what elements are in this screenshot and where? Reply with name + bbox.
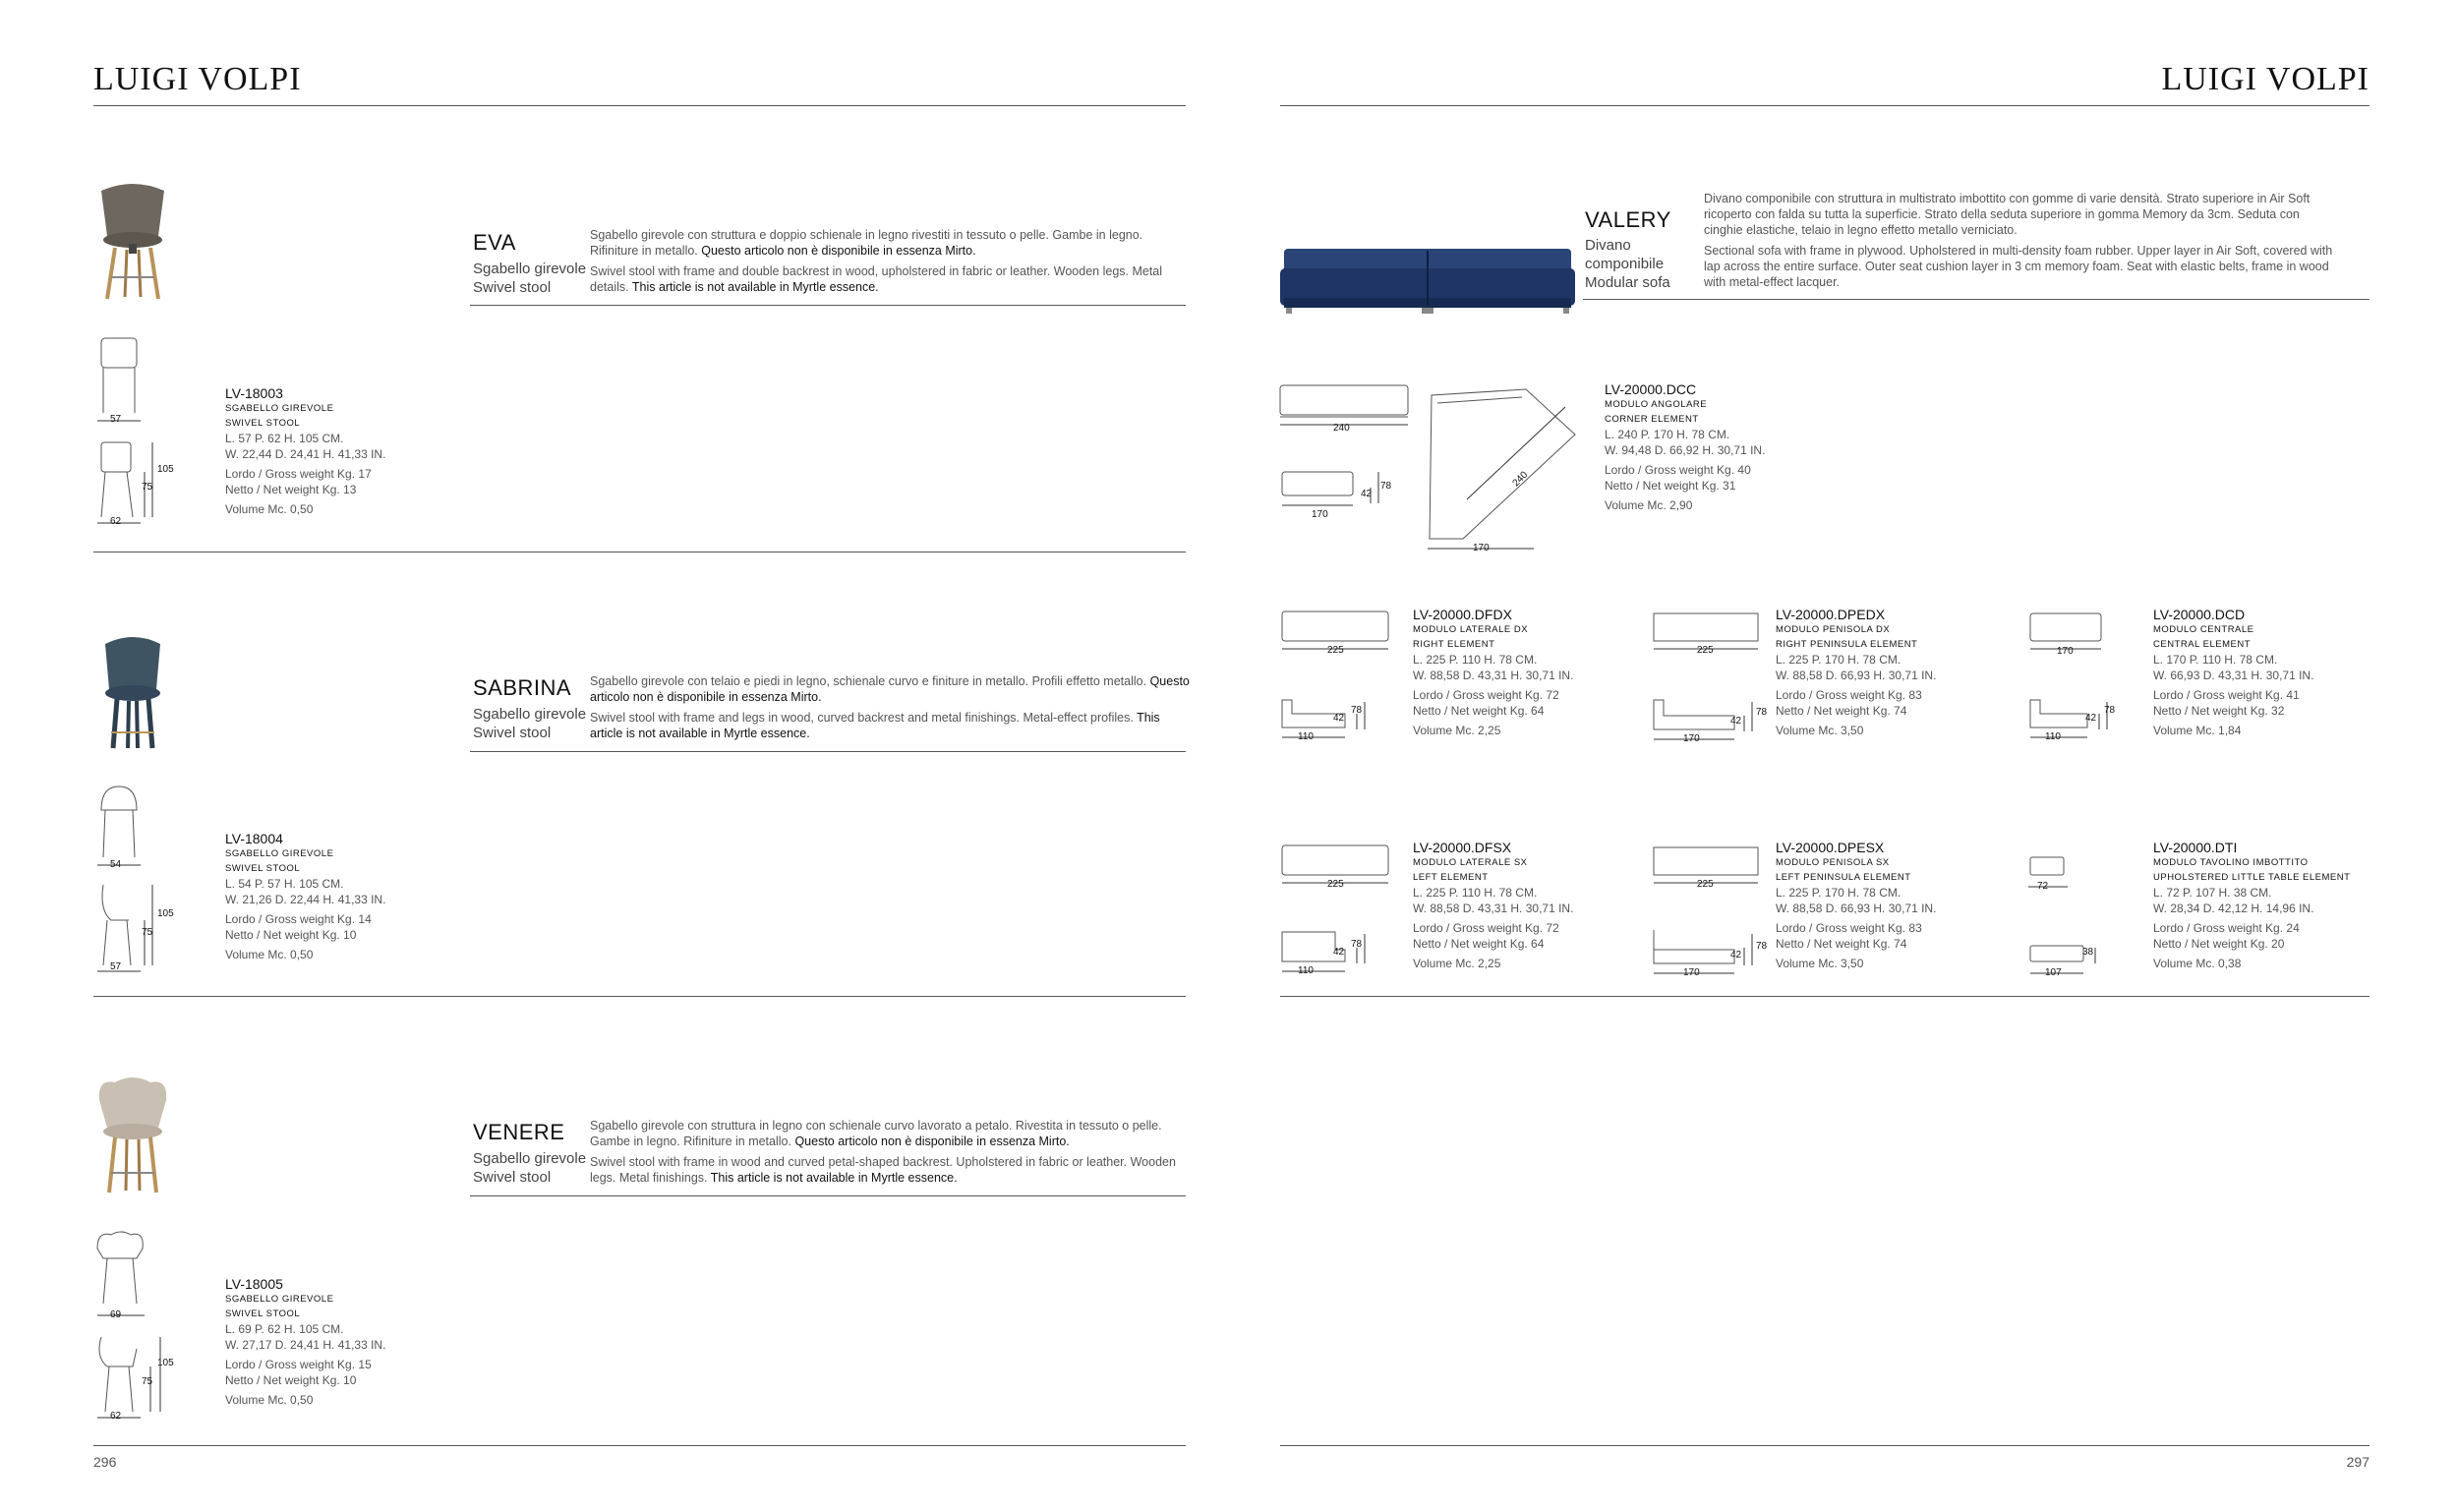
dfdx-volume: Volume Mc. 2,25 bbox=[1413, 724, 1501, 737]
valery-sofa-photo bbox=[1280, 241, 1575, 320]
dcc-dimension-drawing bbox=[1280, 381, 1595, 558]
dfsx-net-weight: Netto / Net weight Kg. 64 bbox=[1413, 937, 1545, 951]
venere-dims-cm: L. 69 P. 62 H. 105 CM. bbox=[225, 1322, 344, 1336]
dti-type-it: MODULO TAVOLINO IMBOTTITO bbox=[2153, 857, 2309, 868]
dpedx-dim-seat: 42 bbox=[1730, 716, 1742, 727]
venere-desc-it: Sgabello girevole con struttura in legno con schienale curvo lavorato a petalo. Rivestita in tessuto o pelle. Gambe in legno. Rifiniture in metallo. bbox=[590, 1119, 1162, 1148]
dfsx-code: LV-20000.DFSX bbox=[1413, 840, 1512, 855]
dcd-dims-in: W. 66,93 D. 43,31 H. 30,71 IN. bbox=[2153, 669, 2314, 682]
eva-net-weight: Netto / Net weight Kg. 13 bbox=[225, 483, 357, 496]
dfsx-dim-seat: 42 bbox=[1333, 947, 1345, 958]
dfsx-spec-block bbox=[1413, 840, 1573, 971]
eva-dim-seat: 75 bbox=[142, 482, 153, 493]
sabrina-dimension-drawing bbox=[93, 783, 182, 979]
dpedx-dim-depth: 170 bbox=[1683, 733, 1700, 744]
venere-desc-it-bold: Questo articolo non è disponibile in essenza Mirto. bbox=[794, 1134, 1070, 1148]
dfsx-type-en: LEFT ELEMENT bbox=[1413, 872, 1489, 883]
dpedx-net-weight: Netto / Net weight Kg. 74 bbox=[1776, 704, 1907, 718]
valery-subtitle-2: componibile bbox=[1585, 256, 1665, 272]
dfsx-dims-in: W. 88,58 D. 43,31 H. 30,71 IN. bbox=[1413, 901, 1574, 915]
dcc-net-weight: Netto / Net weight Kg. 31 bbox=[1605, 479, 1736, 493]
right-brand-logo: LUIGI VOLPI bbox=[2161, 61, 2369, 97]
dcd-dim-height: 78 bbox=[2104, 705, 2116, 716]
dpesx-gross-weight: Lordo / Gross weight Kg. 83 bbox=[1776, 921, 1922, 935]
venere-net-weight: Netto / Net weight Kg. 10 bbox=[225, 1373, 357, 1387]
dcd-spec-block bbox=[2153, 607, 2313, 738]
venere-spec-block bbox=[225, 1276, 385, 1408]
dpedx-type-en: RIGHT PENINSULA ELEMENT bbox=[1776, 639, 1918, 650]
dfsx-dim-depth: 110 bbox=[1298, 965, 1314, 976]
eva-gross-weight: Lordo / Gross weight Kg. 17 bbox=[225, 467, 372, 481]
dfdx-dim-depth: 110 bbox=[1298, 731, 1314, 742]
dpesx-dims-in: W. 88,58 D. 66,93 H. 30,71 IN. bbox=[1776, 901, 1937, 915]
dpesx-net-weight: Netto / Net weight Kg. 74 bbox=[1776, 937, 1907, 951]
left-page-number: 296 bbox=[93, 1454, 117, 1470]
dpesx-type-it: MODULO PENISOLA SX bbox=[1776, 857, 1890, 868]
dpesx-dimension-drawing bbox=[1652, 843, 1770, 981]
dpesx-dim-seat: 42 bbox=[1730, 950, 1742, 960]
venere-dim-seat: 75 bbox=[142, 1376, 153, 1387]
dpesx-dim-width: 225 bbox=[1697, 879, 1714, 890]
venere-dim-height: 105 bbox=[157, 1358, 174, 1368]
dfdx-net-weight: Netto / Net weight Kg. 64 bbox=[1413, 704, 1545, 718]
dcc-dims-cm: L. 240 P. 170 H. 78 CM. bbox=[1605, 428, 1730, 441]
dfsx-type-it: MODULO LATERALE SX bbox=[1413, 857, 1528, 868]
eva-title: EVA bbox=[473, 230, 516, 255]
sabrina-title: SABRINA bbox=[473, 675, 572, 700]
dcc-spec-block bbox=[1605, 381, 1765, 513]
dfsx-dimension-drawing bbox=[1280, 843, 1398, 981]
eva-type-en: SWIVEL STOOL bbox=[225, 418, 301, 429]
eva-desc-en-bold: This article is not available in Myrtle essence. bbox=[631, 280, 879, 294]
dcd-dim-width: 170 bbox=[2057, 646, 2074, 657]
dpesx-type-en: LEFT PENINSULA ELEMENT bbox=[1776, 872, 1911, 883]
dcc-volume: Volume Mc. 2,90 bbox=[1605, 498, 1693, 512]
valery-description bbox=[1704, 191, 2333, 290]
sabrina-bottom-rule bbox=[93, 996, 1186, 997]
dpedx-volume: Volume Mc. 3,50 bbox=[1776, 724, 1864, 737]
left-footer-rule bbox=[93, 1445, 1186, 1446]
dti-code: LV-20000.DTI bbox=[2153, 840, 2238, 855]
venere-dim-depth: 62 bbox=[110, 1411, 122, 1422]
sabrina-subtitle-it: Sgabello girevole bbox=[473, 706, 587, 723]
dfdx-gross-weight: Lordo / Gross weight Kg. 72 bbox=[1413, 688, 1559, 702]
dfdx-dim-seat: 42 bbox=[1333, 713, 1345, 724]
venere-type-it: SGABELLO GIREVOLE bbox=[225, 1294, 334, 1305]
valery-modules-bottom-rule bbox=[1280, 996, 2369, 997]
dcc-dim-height: 78 bbox=[1380, 481, 1392, 492]
eva-type-it: SGABELLO GIREVOLE bbox=[225, 403, 334, 414]
sabrina-subtitle-en: Swivel stool bbox=[473, 725, 552, 741]
valery-desc-it: Divano componibile con struttura in multistrato imbottito con gomme di varie densità. Strato superiore in Air Soft ricoperto con falda su tutta la superficie. Strato della seduta superiore in gomma Memory da 3cm. Seduta con cinghie elastiche, telaio in legno effetto metallo verniciato. bbox=[1704, 192, 2311, 237]
sabrina-volume: Volume Mc. 0,50 bbox=[225, 948, 314, 961]
dti-dimension-drawing bbox=[2028, 855, 2127, 983]
dpesx-volume: Volume Mc. 3,50 bbox=[1776, 957, 1864, 970]
dcd-volume: Volume Mc. 1,84 bbox=[2153, 724, 2242, 737]
dcd-dim-seat: 42 bbox=[2085, 713, 2097, 724]
eva-dim-height: 105 bbox=[157, 464, 174, 475]
venere-code: LV-18005 bbox=[225, 1276, 283, 1292]
venere-title: VENERE bbox=[473, 1120, 565, 1144]
eva-subtitle-en: Swivel stool bbox=[473, 279, 552, 296]
dti-net-weight: Netto / Net weight Kg. 20 bbox=[2153, 937, 2285, 951]
dpedx-dims-in: W. 88,58 D. 66,93 H. 30,71 IN. bbox=[1776, 669, 1937, 682]
dpesx-dims-cm: L. 225 P. 170 H. 78 CM. bbox=[1776, 886, 1901, 900]
eva-dim-width: 57 bbox=[110, 414, 122, 425]
eva-dims-in: W. 22,44 D. 24,41 H. 41,33 IN. bbox=[225, 447, 386, 461]
valery-subtitle-3: Modular sofa bbox=[1585, 274, 1670, 291]
dpesx-dim-depth: 170 bbox=[1683, 967, 1700, 978]
dti-dims-cm: L. 72 P. 107 H. 38 CM. bbox=[2153, 886, 2272, 900]
eva-dims-cm: L. 57 P. 62 H. 105 CM. bbox=[225, 432, 344, 445]
eva-code: LV-18003 bbox=[225, 385, 283, 401]
sabrina-desc-en: Swivel stool with frame and legs in wood, curved backrest and metal finishings. Metal-effect profiles. bbox=[590, 711, 1134, 725]
dcd-dim-depth: 110 bbox=[2045, 731, 2061, 742]
dcd-net-weight: Netto / Net weight Kg. 32 bbox=[2153, 704, 2285, 718]
dti-dim-width: 72 bbox=[2037, 881, 2049, 892]
venere-dim-width: 69 bbox=[110, 1309, 122, 1320]
dpedx-dim-width: 225 bbox=[1697, 645, 1714, 656]
dfdx-spec-block bbox=[1413, 607, 1573, 738]
dcc-code: LV-20000.DCC bbox=[1605, 381, 1697, 397]
dfsx-dim-height: 78 bbox=[1351, 939, 1363, 950]
dpesx-dim-height: 78 bbox=[1756, 941, 1768, 952]
eva-stool-photo bbox=[93, 183, 172, 301]
eva-spec-block bbox=[225, 385, 385, 517]
right-footer-rule bbox=[1280, 1445, 2369, 1446]
venere-subtitle-en: Swivel stool bbox=[473, 1169, 552, 1186]
dpedx-dim-height: 78 bbox=[1756, 707, 1768, 718]
venere-dims-in: W. 27,17 D. 24,41 H. 41,33 IN. bbox=[225, 1338, 386, 1352]
dfdx-code: LV-20000.DFDX bbox=[1413, 607, 1512, 622]
dfdx-dimension-drawing bbox=[1280, 610, 1398, 747]
dpesx-code: LV-20000.DPESX bbox=[1776, 840, 1885, 855]
valery-subtitle-1: Divano bbox=[1585, 237, 1631, 254]
eva-volume: Volume Mc. 0,50 bbox=[225, 502, 314, 516]
dcd-code: LV-20000.DCD bbox=[2153, 607, 2246, 622]
dcd-gross-weight: Lordo / Gross weight Kg. 41 bbox=[2153, 688, 2300, 702]
venere-title-rule bbox=[470, 1195, 1186, 1196]
eva-dim-depth: 62 bbox=[110, 516, 122, 527]
sabrina-dim-height: 105 bbox=[157, 908, 174, 919]
sabrina-desc-en-bold: This article is not available in Myrtle essence. bbox=[590, 711, 1160, 740]
dcc-dim-diag: 240 bbox=[1510, 469, 1531, 490]
dfdx-dim-width: 225 bbox=[1327, 645, 1344, 656]
sabrina-gross-weight: Lordo / Gross weight Kg. 14 bbox=[225, 912, 372, 926]
eva-title-rule bbox=[470, 305, 1186, 306]
dcc-gross-weight: Lordo / Gross weight Kg. 40 bbox=[1605, 463, 1751, 477]
dti-type-en: UPHOLSTERED LITTLE TABLE ELEMENT bbox=[2153, 872, 2351, 883]
venere-volume: Volume Mc. 0,50 bbox=[225, 1393, 314, 1407]
sabrina-dim-width: 54 bbox=[110, 859, 122, 870]
sabrina-desc-it-bold: Questo articolo non è disponibile in essenza Mirto. bbox=[590, 674, 1190, 704]
dti-gross-weight: Lordo / Gross weight Kg. 24 bbox=[2153, 921, 2300, 935]
dcd-type-en: CENTRAL ELEMENT bbox=[2153, 639, 2251, 650]
dti-spec-block bbox=[2153, 840, 2350, 971]
right-page-number: 297 bbox=[2346, 1454, 2369, 1470]
eva-dimension-drawing bbox=[93, 334, 182, 531]
right-header-rule bbox=[1280, 105, 2369, 106]
eva-desc-it-bold: Questo articolo non è disponibile in essenza Mirto. bbox=[701, 244, 976, 258]
dfdx-type-en: RIGHT ELEMENT bbox=[1413, 639, 1495, 650]
sabrina-dim-seat: 75 bbox=[142, 927, 153, 938]
dpedx-dims-cm: L. 225 P. 170 H. 78 CM. bbox=[1776, 653, 1901, 667]
dfsx-dim-width: 225 bbox=[1327, 879, 1344, 890]
dpedx-type-it: MODULO PENISOLA DX bbox=[1776, 624, 1891, 635]
sabrina-dim-depth: 57 bbox=[110, 961, 122, 972]
dcc-type-en: CORNER ELEMENT bbox=[1605, 414, 1699, 425]
left-header-rule bbox=[93, 105, 1186, 106]
dcc-dims-in: W. 94,48 D. 66,92 H. 30,71 IN. bbox=[1605, 443, 1766, 457]
eva-description bbox=[590, 227, 1185, 295]
dcc-dim-bottom: 170 bbox=[1473, 543, 1490, 553]
eva-subtitle-it: Sgabello girevole bbox=[473, 261, 587, 277]
sabrina-title-rule bbox=[470, 751, 1186, 752]
venere-type-en: SWIVEL STOOL bbox=[225, 1308, 301, 1319]
sabrina-code: LV-18004 bbox=[225, 831, 283, 846]
dpedx-gross-weight: Lordo / Gross weight Kg. 83 bbox=[1776, 688, 1922, 702]
sabrina-dims-cm: L. 54 P. 57 H. 105 CM. bbox=[225, 877, 344, 891]
dpedx-code: LV-20000.DPEDX bbox=[1776, 607, 1886, 622]
dfsx-dims-cm: L. 225 P. 110 H. 78 CM. bbox=[1413, 886, 1538, 900]
dcd-type-it: MODULO CENTRALE bbox=[2153, 624, 2254, 635]
sabrina-description bbox=[590, 673, 1190, 741]
venere-desc-en-bold: This article is not available in Myrtle essence. bbox=[710, 1171, 958, 1185]
dti-dim-height: 38 bbox=[2082, 947, 2094, 958]
eva-desc-en: Swivel stool with frame and double backrest in wood, upholstered in fabric or leather. Wooden legs. Metal details. bbox=[590, 264, 1163, 294]
dcd-dims-cm: L. 170 P. 110 H. 78 CM. bbox=[2153, 653, 2278, 667]
sabrina-dims-in: W. 21,26 D. 22,44 H. 41,33 IN. bbox=[225, 893, 386, 906]
sabrina-net-weight: Netto / Net weight Kg. 10 bbox=[225, 928, 357, 942]
dcc-dim-width: 240 bbox=[1333, 423, 1350, 434]
valery-desc-en: Sectional sofa with frame in plywood. Upholstered in multi-density foam rubber. Upper layer in Air Soft, covered with lap across the entire surface. Outer seat cushion layer in 3 cm memory foam. Seat with elastic belts, frame in wood with metal-effect lacquer. bbox=[1704, 244, 2333, 289]
dcd-dimension-drawing bbox=[2028, 610, 2127, 747]
sabrina-spec-block bbox=[225, 831, 385, 962]
venere-subtitle-it: Sgabello girevole bbox=[473, 1150, 587, 1167]
dcc-dim-seat: 42 bbox=[1361, 489, 1373, 499]
sabrina-desc-it: Sgabello girevole con telaio e piedi in legno, schienale curvo e finiture in metallo. Profili effetto metallo. bbox=[590, 674, 1147, 688]
dpedx-spec-block bbox=[1776, 607, 1936, 738]
venere-gross-weight: Lordo / Gross weight Kg. 15 bbox=[225, 1358, 372, 1371]
dpedx-dimension-drawing bbox=[1652, 610, 1770, 747]
dfsx-volume: Volume Mc. 2,25 bbox=[1413, 957, 1501, 970]
sabrina-type-it: SGABELLO GIREVOLE bbox=[225, 848, 334, 859]
valery-title: VALERY bbox=[1585, 207, 1671, 232]
dfdx-dims-cm: L. 225 P. 110 H. 78 CM. bbox=[1413, 653, 1538, 667]
venere-desc-en: Swivel stool with frame in wood and curved petal-shaped backrest. Upholstered in fabric or leather. Wooden legs. Metal finishings. bbox=[590, 1155, 1176, 1185]
dpesx-spec-block bbox=[1776, 840, 1936, 971]
dfdx-type-it: MODULO LATERALE DX bbox=[1413, 624, 1529, 635]
sabrina-type-en: SWIVEL STOOL bbox=[225, 863, 301, 874]
dcc-type-it: MODULO ANGOLARE bbox=[1605, 399, 1708, 410]
valery-title-rule bbox=[1583, 299, 2369, 300]
dfdx-dim-height: 78 bbox=[1351, 705, 1363, 716]
dfdx-dims-in: W. 88,58 D. 43,31 H. 30,71 IN. bbox=[1413, 669, 1574, 682]
venere-dimension-drawing bbox=[93, 1229, 182, 1425]
venere-stool-photo bbox=[93, 1076, 172, 1194]
sabrina-stool-photo bbox=[93, 634, 172, 752]
dti-volume: Volume Mc. 0,38 bbox=[2153, 957, 2242, 970]
eva-desc-it: Sgabello girevole con struttura e doppio schienale in legno rivestiti in tessuto o pelle. Gambe in legno. Rifiniture in metallo. bbox=[590, 228, 1143, 258]
dcc-dim-depth: 170 bbox=[1312, 509, 1328, 520]
left-brand-logo: LUIGI VOLPI bbox=[93, 61, 302, 97]
dti-dims-in: W. 28,34 D. 42,12 H. 14,96 IN. bbox=[2153, 901, 2314, 915]
dfsx-gross-weight: Lordo / Gross weight Kg. 72 bbox=[1413, 921, 1559, 935]
venere-description bbox=[590, 1118, 1180, 1186]
dti-dim-depth: 107 bbox=[2045, 967, 2062, 978]
